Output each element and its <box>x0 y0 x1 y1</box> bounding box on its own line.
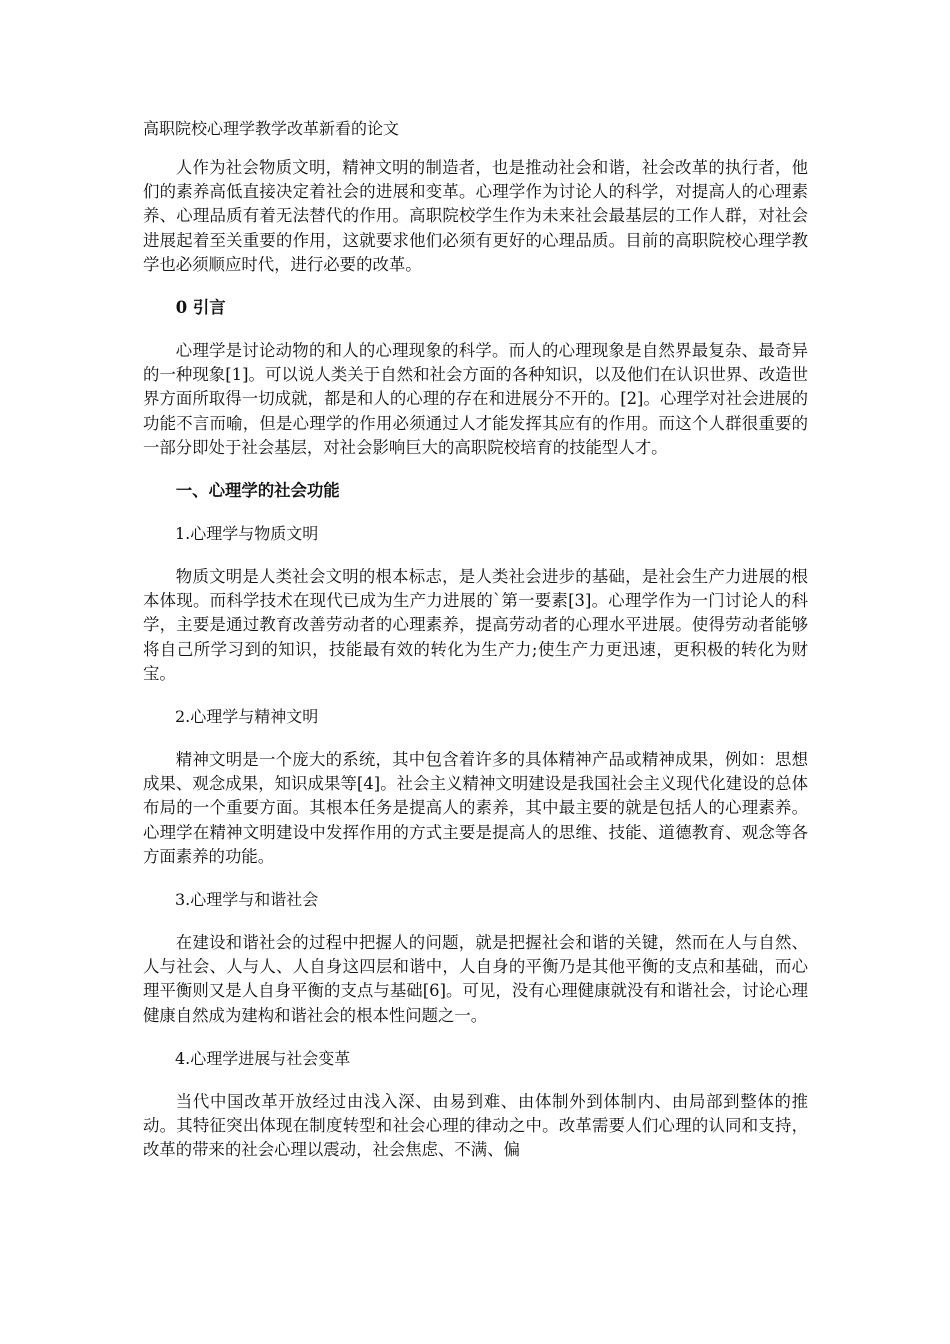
intro-paragraph: 人作为社会物质文明，精神文明的制造者，也是推动社会和谐，社会改革的执行者，他们的素养高低直接决定着社会的进展和变革。心理学作为讨论人的科学，对提高人的心理素养、心理品质有着无法替代的作用。高职院校学生作为未来社会最基层的工作人群，对社会进展起着至关重要的作用，这就要求他们必须有更好的心理品质。目前的高职院校心理学教学也必须顺应时代，进行必要的改革。 <box>143 158 808 274</box>
document-title: 高职院校心理学教学改革新看的论文 <box>143 119 400 138</box>
material-civilization-paragraph: 物质文明是人类社会文明的根本标志，是人类社会进步的基础，是社会生产力进展的根本体现。而科学技术在现代已成为生产力进展的`第一要素[3]。心理学作为一门讨论人的科学，主要是通过教育改善劳动者的心理素养，提高劳动者的心理水平进展。使得劳动者能够将自己所学习到的知识，技能最有效的转化为生产力;使生产力更迅速，更积极的转化为财宝。 <box>143 567 808 683</box>
subsection-heading-material-civilization: 1.心理学与物质文明 <box>175 524 319 544</box>
introduction-paragraph: 心理学是讨论动物的和人的心理现象的科学。而人的心理现象是自然界最复杂、最奇异的一种现象[1]。可以说人类关于自然和社会方面的各种知识，以及他们在认识世界、改造世界方面所取得一切成就，都是和人的心理的存在和进展分不开的。[2]。心理学对社会进展的功能不言而喻，但是心理学的作用必须通过人才能发挥其应有的作用。而这个人群很重要的一部分即处于社会基层，对社会影响巨大的高职院校培育的技能型人才。 <box>143 341 808 457</box>
section-heading-introduction: 0 引言 <box>175 298 226 318</box>
subsection-heading-spiritual-civilization: 2.心理学与精神文明 <box>175 707 319 727</box>
document-page <box>143 118 808 1181</box>
social-reform-paragraph: 当代中国改革开放经过由浅入深、由易到难、由体制外到体制内、由局部到整体的推动。其特征突出体现在制度转型和社会心理的律动之中。改革需要人们心理的认同和支持，改革的带来的社会心理以震动，社会焦虑、不满、偏 <box>143 1091 808 1160</box>
harmonious-society-paragraph: 在建设和谐社会的过程中把握人的问题，就是把握社会和谐的关键，然而在人与自然、人与社会、人与人、人自身这四层和谐中，人自身的平衡乃是其他平衡的支点和基础，而心理平衡则又是人自身平衡的支点与基础[6]。可见，没有心理健康就没有和谐社会，讨论心理健康自然成为建构和谐社会的根本性问题之一。 <box>143 933 808 1025</box>
subsection-heading-social-reform: 4.心理学进展与社会变革 <box>175 1048 351 1068</box>
section-heading-social-functions: 一、心理学的社会功能 <box>175 481 340 501</box>
subsection-heading-harmonious-society: 3.心理学与和谐社会 <box>175 890 319 910</box>
spiritual-civilization-paragraph: 精神文明是一个庞大的系统，其中包含着许多的具体精神产品或精神成果，例如：思想成果、观念成果，知识成果等[4]。社会主义精神文明建设是我国社会主义现代化建设的总体布局的一个重要方面。其根本任务是提高人的素养，其中最主要的就是包括人的心理素养。心理学在精神文明建设中发挥作用的方式主要是提高人的思维、技能、道德教育、观念等各方面素养的功能。 <box>143 750 808 866</box>
